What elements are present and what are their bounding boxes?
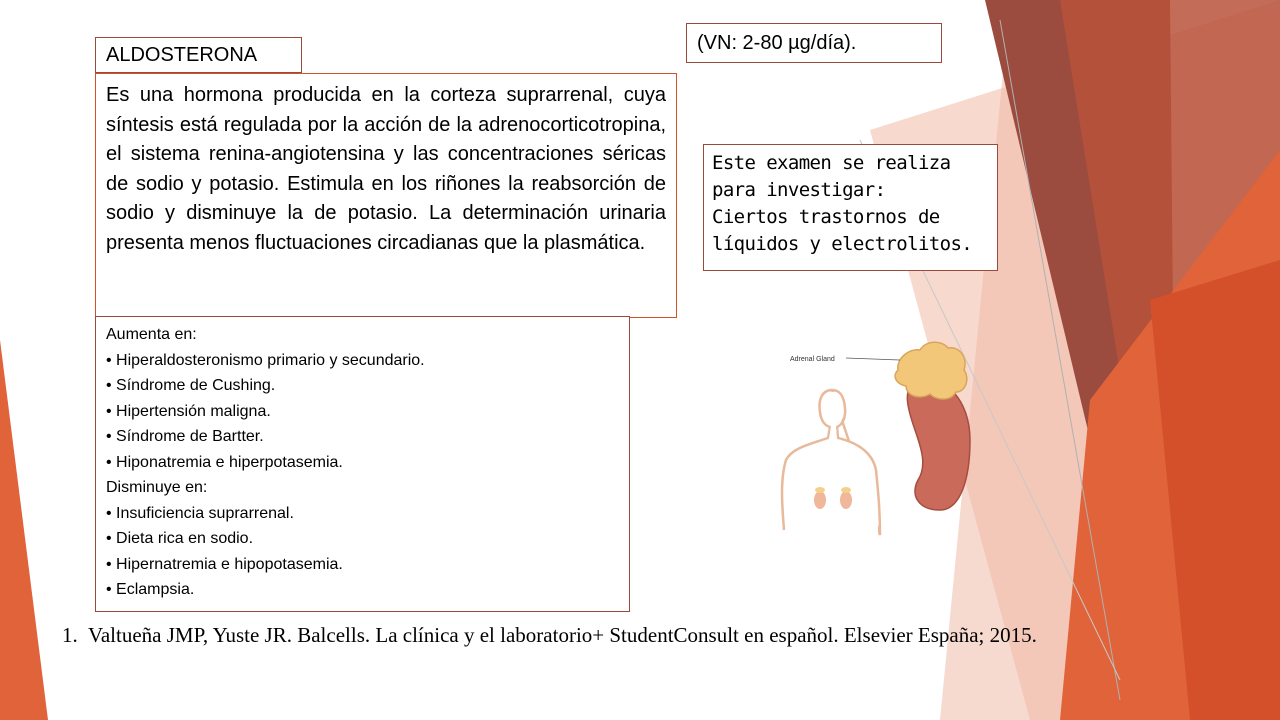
normal-value-box bbox=[686, 23, 942, 63]
description-box bbox=[95, 73, 677, 318]
description-text: Es una hormona producida en la corteza suprarrenal, cuya síntesis está regulada por la acción de la adrenocorticotropina, el sistema renina-angiotensina y las concentraciones séricas de sodio y potasio. Estimula en los riñones la reabsorción de sodio y disminuye la de potasio. La determinación urinaria presenta menos fluctuaciones circadianas que la plasmática. bbox=[106, 84, 666, 254]
exam-purpose-line: líquidos y electrolitos. bbox=[712, 233, 973, 255]
exam-purpose-line: para investigar: bbox=[712, 179, 886, 201]
adrenal-gland-illustration bbox=[770, 330, 990, 540]
list-item: • Dieta rica en sodio. bbox=[106, 530, 254, 547]
left-orange-triangle bbox=[0, 340, 48, 720]
torso-fill-icon bbox=[785, 392, 878, 535]
exam-purpose-line: Ciertos trastornos de bbox=[712, 206, 940, 228]
conditions-box bbox=[95, 316, 630, 612]
slide-title: ALDOSTERONA bbox=[106, 44, 258, 66]
decreases-heading: Disminuye en: bbox=[106, 479, 208, 496]
normal-value: (VN: 2-80 µg/día). bbox=[697, 32, 857, 54]
small-kidney-left-icon bbox=[814, 491, 826, 509]
exam-purpose-line: Este examen se realiza bbox=[712, 152, 951, 174]
small-adrenal-right-icon bbox=[841, 487, 851, 493]
reference-number: 1. bbox=[62, 623, 78, 647]
list-item: • Síndrome de Bartter. bbox=[106, 428, 264, 445]
list-item: • Insuficiencia suprarrenal. bbox=[106, 504, 294, 522]
label-pointer-line bbox=[846, 358, 900, 360]
list-item: • Hiperaldosteronismo primario y secundario. bbox=[106, 351, 425, 369]
small-kidney-right-icon bbox=[840, 491, 852, 509]
reference-text: Valtueña JMP, Yuste JR. Balcells. La clínica y el laboratorio+ StudentConsult en español. Elsevier España; 2015. bbox=[88, 623, 1037, 647]
illustration-label: Adrenal Gland bbox=[790, 356, 835, 363]
title-box bbox=[95, 37, 302, 73]
exam-purpose-box bbox=[703, 144, 998, 271]
increases-heading: Aumenta en: bbox=[106, 326, 197, 343]
list-item: • Eclampsia. bbox=[106, 581, 195, 598]
list-item: • Hiponatremia e hiperpotasemia. bbox=[106, 453, 343, 471]
list-item: • Síndrome de Cushing. bbox=[106, 377, 276, 394]
list-item: • Hipertensión maligna. bbox=[106, 402, 271, 420]
small-adrenal-left-icon bbox=[815, 487, 825, 493]
reference bbox=[62, 620, 1132, 650]
list-item: • Hipernatremia e hipopotasemia. bbox=[106, 555, 343, 573]
adrenal-gland-icon bbox=[895, 342, 967, 399]
